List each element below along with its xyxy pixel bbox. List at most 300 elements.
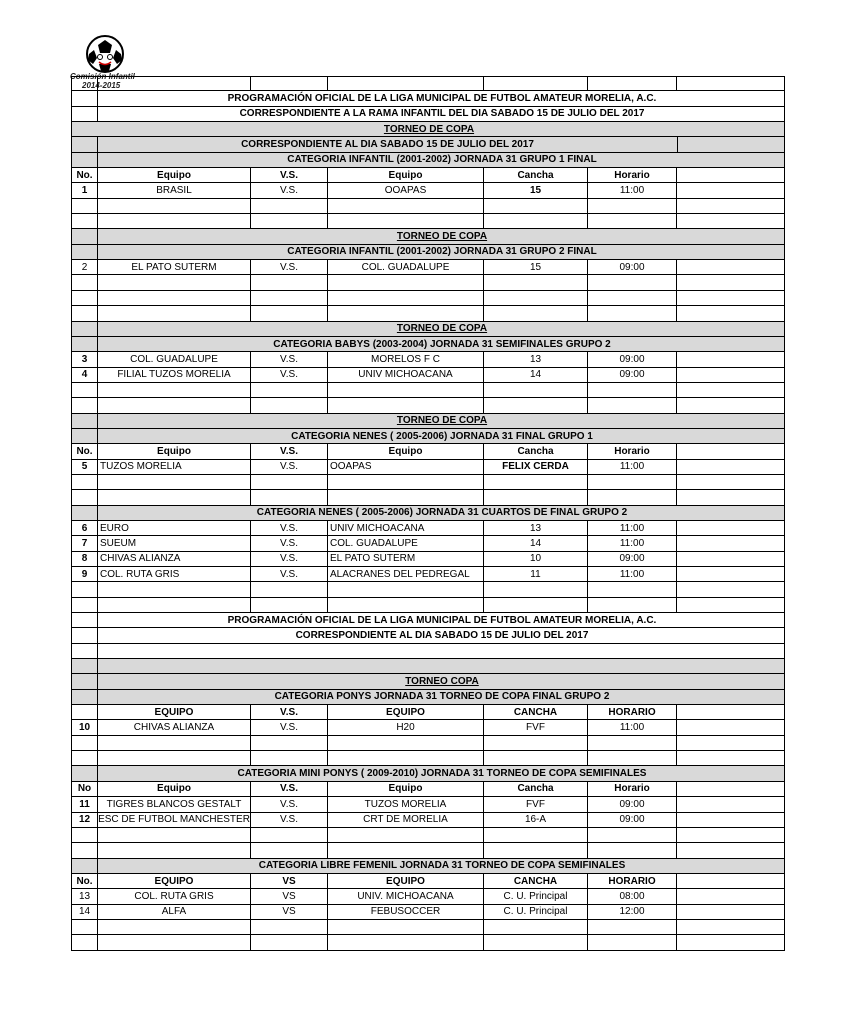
row-lead-cell [72, 337, 98, 351]
table-row [71, 874, 785, 889]
table-cell: COL. GUADALUPE [328, 260, 484, 274]
table-row [71, 582, 785, 597]
table-row [71, 813, 785, 828]
table-cell [677, 521, 786, 535]
table-cell [98, 398, 251, 412]
section-header-row [71, 659, 785, 674]
table-cell: ALACRANES DEL PEDREGAL [328, 567, 484, 581]
table-cell: Horario [588, 168, 677, 182]
table-cell [72, 843, 98, 857]
table-cell [588, 751, 677, 765]
table-cell [251, 77, 328, 90]
table-cell [98, 275, 251, 289]
table-cell [484, 398, 588, 412]
table-cell [588, 214, 677, 228]
table-cell: CHIVAS ALIANZA [98, 552, 251, 566]
table-cell [98, 77, 251, 90]
table-cell: VS [251, 874, 328, 888]
table-cell: TIGRES BLANCOS GESTALT [98, 797, 251, 811]
table-cell [588, 275, 677, 289]
table-cell [251, 920, 328, 934]
table-row [71, 352, 785, 367]
table-cell [328, 490, 484, 504]
section-header-row [71, 91, 785, 106]
table-cell [72, 828, 98, 842]
table-cell [588, 920, 677, 934]
table-cell [72, 275, 98, 289]
table-cell [72, 475, 98, 489]
table-cell [484, 736, 588, 750]
table-cell [484, 582, 588, 596]
table-cell [328, 291, 484, 305]
table-cell: Horario [588, 444, 677, 458]
table-cell: EQUIPO [98, 705, 251, 719]
table-cell: V.S. [251, 460, 328, 474]
row-lead-cell [72, 153, 98, 167]
table-cell: No. [72, 444, 98, 458]
table-cell: 12:00 [588, 905, 677, 919]
table-cell [677, 291, 786, 305]
table-cell: 11 [484, 567, 588, 581]
table-cell: SUEUM [98, 536, 251, 550]
table-cell [98, 490, 251, 504]
table-cell [484, 383, 588, 397]
table-cell: No [72, 782, 98, 796]
table-cell: 11:00 [588, 536, 677, 550]
row-lead-cell [72, 766, 98, 780]
table-row [71, 797, 785, 812]
table-cell [677, 260, 786, 274]
table-row [71, 905, 785, 920]
table-cell: 5 [72, 460, 98, 474]
table-cell: V.S. [251, 720, 328, 734]
table-cell [328, 475, 484, 489]
table-cell: Equipo [328, 444, 484, 458]
section-header-row [71, 690, 785, 705]
section-title: PROGRAMACIÓN OFICIAL DE LA LIGA MUNICIPAL DE FUTBOL AMATEUR MORELIA, A.C. [227, 614, 657, 626]
table-cell [588, 598, 677, 612]
table-row [71, 720, 785, 735]
table-cell [588, 383, 677, 397]
row-lead-cell [72, 137, 98, 151]
table-cell [72, 705, 98, 719]
table-row [71, 475, 785, 490]
table-cell [677, 797, 786, 811]
section-header-row [71, 337, 785, 352]
table-cell [251, 275, 328, 289]
table-cell: OOAPAS [328, 183, 484, 197]
section-header-row [71, 122, 785, 137]
table-cell: Equipo [328, 782, 484, 796]
section-title: CATEGORIA BABYS (2003-2004) JORNADA 31 SEMIFINALES GRUPO 2 [273, 338, 611, 350]
table-cell: Cancha [484, 168, 588, 182]
table-cell [677, 598, 786, 612]
table-cell [677, 490, 786, 504]
table-cell: Cancha [484, 782, 588, 796]
table-cell: 09:00 [588, 368, 677, 382]
table-cell [328, 843, 484, 857]
table-cell: 14 [72, 905, 98, 919]
row-lead-cell [72, 674, 98, 688]
table-cell: C. U. Principal [484, 889, 588, 903]
table-cell: 11:00 [588, 521, 677, 535]
table-cell [484, 490, 588, 504]
table-row [71, 214, 785, 229]
row-lead-cell [72, 229, 98, 243]
table-cell: 14 [484, 368, 588, 382]
table-cell [251, 398, 328, 412]
table-row [71, 383, 785, 398]
table-cell: 09:00 [588, 260, 677, 274]
table-cell [251, 843, 328, 857]
section-title: CORRESPONDIENTE A LA RAMA INFANTIL DEL DIA SABADO 15 DE JULIO DEL 2017 [239, 108, 645, 120]
table-cell [98, 598, 251, 612]
table-cell: TUZOS MORELIA [328, 797, 484, 811]
table-cell [677, 828, 786, 842]
table-cell: OOAPAS [328, 460, 484, 474]
table-cell: V.S. [251, 444, 328, 458]
table-cell: 2 [72, 260, 98, 274]
table-cell [484, 920, 588, 934]
table-cell: FVF [484, 720, 588, 734]
table-row [71, 398, 785, 413]
table-cell: V.S. [251, 552, 328, 566]
section-header-row [71, 137, 785, 152]
table-cell [677, 214, 786, 228]
table-cell: 11 [72, 797, 98, 811]
table-cell: V.S. [251, 567, 328, 581]
table-cell [98, 843, 251, 857]
table-cell: FVF [484, 797, 588, 811]
row-lead-cell [72, 107, 98, 121]
table-cell [328, 751, 484, 765]
table-cell [677, 905, 786, 919]
table-cell [677, 183, 786, 197]
table-cell [251, 383, 328, 397]
table-cell: Equipo [98, 444, 251, 458]
table-cell [677, 843, 786, 857]
row-lead-cell [72, 429, 98, 443]
table-cell: 10 [484, 552, 588, 566]
table-row [71, 183, 785, 198]
row-lead-cell [72, 506, 98, 520]
table-row [71, 782, 785, 797]
table-cell: V.S. [251, 813, 328, 827]
table-cell: 8 [72, 552, 98, 566]
table-cell: V.S. [251, 168, 328, 182]
table-row [71, 460, 785, 475]
section-title: PROGRAMACIÓN OFICIAL DE LA LIGA MUNICIPAL DE FUTBOL AMATEUR MORELIA, A.C. [227, 93, 657, 105]
table-row [71, 567, 785, 582]
section-header-row [71, 644, 785, 659]
table-cell [484, 751, 588, 765]
row-lead-cell [72, 644, 98, 658]
section-header-row [71, 674, 785, 689]
table-cell [72, 398, 98, 412]
table-cell: Horario [588, 782, 677, 796]
section-header-row [71, 153, 785, 168]
table-cell [677, 736, 786, 750]
table-cell: 09:00 [588, 813, 677, 827]
section-header-row [71, 628, 785, 643]
table-cell [98, 199, 251, 213]
section-title: CATEGORIA INFANTIL (2001-2002) JORNADA 31 GRUPO 1 FINAL [287, 154, 597, 166]
table-cell [484, 214, 588, 228]
table-cell: VS [251, 889, 328, 903]
table-cell: COL. GUADALUPE [98, 352, 251, 366]
table-cell: 09:00 [588, 552, 677, 566]
table-cell [484, 843, 588, 857]
table-cell: CRT DE MORELIA [328, 813, 484, 827]
table-cell [251, 935, 328, 949]
table-row [71, 521, 785, 536]
table-cell [72, 77, 98, 90]
table-cell [328, 199, 484, 213]
table-cell [588, 582, 677, 596]
table-cell [72, 582, 98, 596]
table-row [71, 76, 785, 91]
table-cell: 4 [72, 368, 98, 382]
table-cell [677, 889, 786, 903]
row-lead-cell [72, 322, 98, 336]
table-cell [677, 582, 786, 596]
table-cell [677, 137, 786, 151]
table-cell: H20 [328, 720, 484, 734]
table-row [71, 260, 785, 275]
table-cell [251, 736, 328, 750]
table-cell: V.S. [251, 782, 328, 796]
table-cell [72, 383, 98, 397]
table-cell [677, 552, 786, 566]
table-cell [677, 813, 786, 827]
row-lead-cell [72, 659, 98, 673]
table-cell [98, 751, 251, 765]
table-cell [677, 77, 786, 90]
table-cell [484, 199, 588, 213]
table-cell [328, 306, 484, 320]
section-title: CATEGORIA PONYS JORNADA 31 TORNEO DE COPA FINAL GRUPO 2 [274, 691, 610, 703]
table-row [71, 828, 785, 843]
table-cell [72, 306, 98, 320]
section-header-row [71, 322, 785, 337]
table-cell [677, 383, 786, 397]
table-cell [677, 168, 786, 182]
table-row [71, 306, 785, 321]
table-cell: 12 [72, 813, 98, 827]
table-row [71, 598, 785, 613]
section-header-row [71, 506, 785, 521]
table-cell [677, 275, 786, 289]
table-cell [484, 828, 588, 842]
table-cell [251, 214, 328, 228]
table-cell: TUZOS MORELIA [98, 460, 251, 474]
row-lead-cell [72, 414, 98, 428]
table-cell: 6 [72, 521, 98, 535]
table-cell: No. [72, 874, 98, 888]
table-cell: EL PATO SUTERM [98, 260, 251, 274]
table-cell [677, 751, 786, 765]
table-cell: 15 [484, 183, 588, 197]
table-cell: ALFA [98, 905, 251, 919]
table-cell [251, 490, 328, 504]
table-cell: FILIAL TUZOS MORELIA [98, 368, 251, 382]
table-cell: V.S. [251, 705, 328, 719]
table-cell: CHIVAS ALIANZA [98, 720, 251, 734]
table-row [71, 291, 785, 306]
table-cell: 11:00 [588, 567, 677, 581]
table-row [71, 536, 785, 551]
table-row [71, 444, 785, 459]
table-cell [251, 751, 328, 765]
table-cell: 11:00 [588, 460, 677, 474]
table-cell [677, 352, 786, 366]
table-row [71, 168, 785, 183]
table-cell: 16-A [484, 813, 588, 827]
table-cell: 11:00 [588, 720, 677, 734]
table-cell [72, 199, 98, 213]
table-cell: V.S. [251, 797, 328, 811]
table-cell [677, 536, 786, 550]
table-cell [588, 736, 677, 750]
schedule-sheet [71, 76, 785, 951]
table-cell [677, 935, 786, 949]
table-cell: 11:00 [588, 183, 677, 197]
table-cell: Equipo [98, 782, 251, 796]
table-cell [72, 214, 98, 228]
table-cell [328, 214, 484, 228]
table-cell: Equipo [98, 168, 251, 182]
table-cell: No. [72, 168, 98, 182]
table-cell: 09:00 [588, 352, 677, 366]
table-cell [588, 398, 677, 412]
table-cell [588, 843, 677, 857]
table-cell [72, 935, 98, 949]
section-title: CORRESPONDIENTE AL DIA SABADO 15 DE JULIO DEL 2017 [295, 630, 589, 642]
table-cell: HORARIO [588, 874, 677, 888]
table-cell: V.S. [251, 183, 328, 197]
table-cell: 13 [484, 352, 588, 366]
table-cell [677, 475, 786, 489]
table-row [71, 736, 785, 751]
table-cell: EQUIPO [98, 874, 251, 888]
table-cell [72, 490, 98, 504]
table-cell: MORELOS F C [328, 352, 484, 366]
table-cell [98, 736, 251, 750]
section-header-row [71, 107, 785, 122]
table-cell [72, 751, 98, 765]
table-cell [677, 782, 786, 796]
logo-caption-years: 2014-2015 [82, 81, 121, 90]
table-cell [677, 705, 786, 719]
table-cell: ESC DE FUTBOL MANCHESTER [98, 814, 250, 826]
section-title: CORRESPONDIENTE AL DIA SABADO 15 DE JULIO DEL 2017 [241, 139, 534, 151]
table-cell: UNIV MICHOACANA [328, 368, 484, 382]
table-cell [588, 475, 677, 489]
table-cell [328, 275, 484, 289]
table-cell: BRASIL [98, 183, 251, 197]
table-cell [484, 598, 588, 612]
table-cell [328, 935, 484, 949]
row-lead-cell [72, 245, 98, 259]
table-cell: Cancha [484, 444, 588, 458]
soccer-ball-mascot-icon [85, 34, 125, 74]
table-cell [72, 598, 98, 612]
section-title: TORNEO DE COPA [383, 123, 475, 135]
table-cell: 13 [72, 889, 98, 903]
table-cell: C. U. Principal [484, 905, 588, 919]
table-cell [72, 291, 98, 305]
section-title: CATEGORIA INFANTIL (2001-2002) JORNADA 31 GRUPO 2 FINAL [287, 246, 597, 258]
section-title: TORNEO DE COPA [396, 323, 488, 335]
table-cell: 08:00 [588, 889, 677, 903]
table-cell [98, 920, 251, 934]
table-cell [72, 920, 98, 934]
table-cell [588, 291, 677, 305]
table-cell [98, 383, 251, 397]
table-cell [251, 582, 328, 596]
table-cell [328, 736, 484, 750]
table-cell [98, 291, 251, 305]
section-header-row [71, 613, 785, 628]
table-cell: EL PATO SUTERM [328, 552, 484, 566]
table-cell: Equipo [328, 168, 484, 182]
section-header-row [71, 245, 785, 260]
table-cell: COL. RUTA GRIS [98, 567, 251, 581]
table-cell [251, 828, 328, 842]
table-cell: V.S. [251, 521, 328, 535]
table-row [71, 751, 785, 766]
table-cell [588, 935, 677, 949]
table-cell [72, 736, 98, 750]
table-cell [677, 368, 786, 382]
table-row [71, 935, 785, 950]
table-cell: V.S. [251, 352, 328, 366]
table-cell [677, 460, 786, 474]
table-cell: 1 [72, 183, 98, 197]
table-row [71, 275, 785, 290]
table-cell [484, 291, 588, 305]
table-cell: V.S. [251, 260, 328, 274]
section-header-row [71, 766, 785, 781]
section-title: TORNEO DE COPA [396, 415, 488, 427]
table-cell: COL. RUTA GRIS [98, 889, 251, 903]
table-cell [484, 475, 588, 489]
table-cell: EQUIPO [328, 874, 484, 888]
table-cell: HORARIO [588, 705, 677, 719]
section-header-row [71, 429, 785, 444]
table-cell: UNIV. MICHOACANA [328, 889, 484, 903]
table-cell: 3 [72, 352, 98, 366]
table-cell: V.S. [251, 536, 328, 550]
table-cell [98, 935, 251, 949]
table-cell [677, 874, 786, 888]
section-title [98, 659, 786, 673]
table-cell: FELIX CERDA [484, 460, 588, 474]
table-cell [588, 199, 677, 213]
table-cell: COL. GUADALUPE [328, 536, 484, 550]
table-cell [328, 77, 484, 90]
table-row [71, 368, 785, 383]
table-cell [98, 475, 251, 489]
row-lead-cell [72, 690, 98, 704]
table-row [71, 889, 785, 904]
table-cell: UNIV MICHOACANA [328, 521, 484, 535]
table-cell [328, 383, 484, 397]
section-title: CATEGORIA LIBRE FEMENIL JORNADA 31 TORNEO DE COPA SEMIFINALES [258, 860, 626, 872]
table-cell [98, 306, 251, 320]
section-header-row [71, 859, 785, 874]
table-cell [98, 582, 251, 596]
